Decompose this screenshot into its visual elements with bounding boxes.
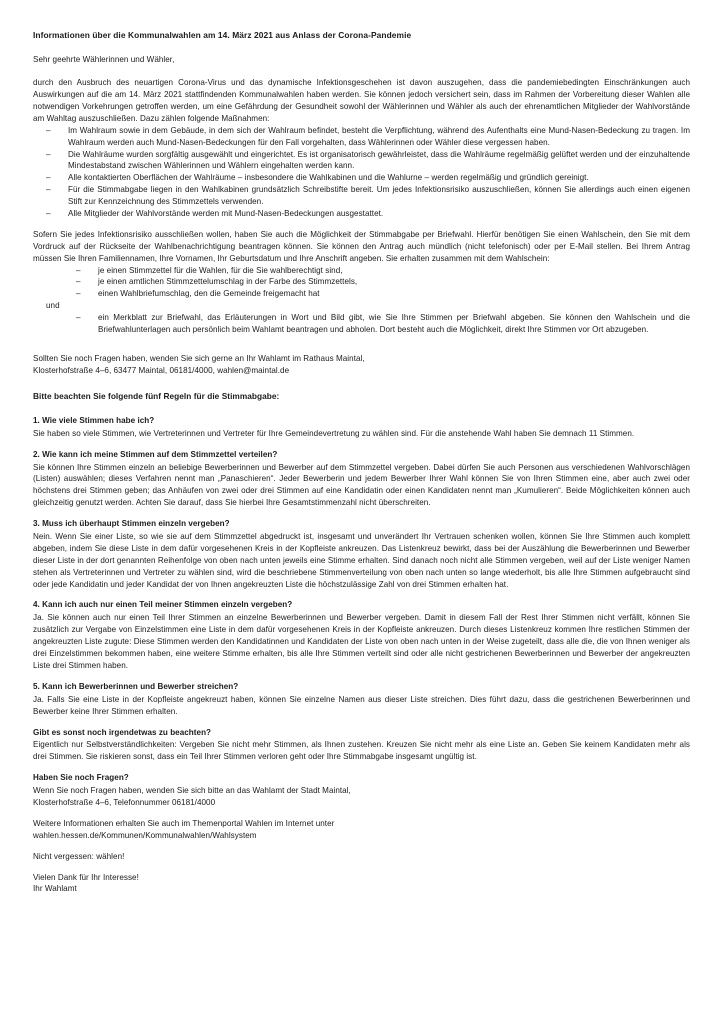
list-item: – Für die Stimmabgabe liegen in den Wahlkabinen grundsätzlich Schreibstifte bereit. Um jedes Infektionsrisiko auszuschließen, können Sie allerdings auch einen eigenen Stift zur Kennzeichnung des Stimmzettels verwenden. [46,184,690,208]
document-body [33,30,690,895]
measures-list [33,125,690,220]
rule-section-3 [33,518,690,590]
more-info-section [33,818,690,842]
questions-line-1: Wenn Sie noch Fragen haben, wenden Sie sich bitte an das Wahlamt der Stadt Maintal, [33,786,351,796]
rule-body: Sie können Ihre Stimmen einzeln an beliebige Bewerberinnen und Bewerber auf dem Stimmzettel vergeben. Dabei dürfen Sie auch Personen aus verschiedenen Wahlvorschlägen (Listen) auswählen; dieses Verfahren nennt man „Panaschieren“. Jeder Bewerberin und jedem Bewerber Ihrer Wahl können Sie von Ihren Stimmen eine, aber auch zwei oder höchstens drei Stimmen geben; das Anhäufen von zwei oder drei Stimmen auf eine Kandidatin oder einen Kandidaten nennt man „Kumulieren“. Beide Möglichkeiten können auch gleichzeitig genutzt werden. Achten Sie darauf, dass Sie hierbei Ihre Gesamtstimmenzahl nicht überschreiten. [33,462,690,508]
briefwahl-intro-paragraph: Sofern Sie jedes Infektionsrisiko ausschließen wollen, haben Sie auch die Möglichkeit der Stimmabgabe per Briefwahl. Hierfür benötigen Sie einen Wahlschein, den Sie mit dem Vordruck auf der Rückseite der Wahlbenachrichtigung beantragen können. Sie können den Antrag auch mündlich (nicht telefonisch) oder per E-Mail stellen. Bei Ihrem Antrag müssen Sie Ihren Familiennamen, Ihre Vornamen, Ihr Geburtsdatum und Ihre Anschrift angeben. Sie erhalten zusammen mit dem Wahlschein: [33,229,690,263]
rule-heading: 3. Muss ich überhaupt Stimmen einzeln vergeben? [33,519,230,529]
rule-heading: 1. Wie viele Stimmen habe ich? [33,415,155,425]
closing-signature: Ihr Wahlamt [33,884,77,894]
list-item: – ein Merkblatt zur Briefwahl, das Erläuterungen in Wort und Bild gibt, wie Sie Ihre Stimmen per Briefwahl abgeben. Sie können den Wahlschein und die Briefwahlunterlagen auch persönlich beim Wahlamt beantragen und abholen. Dort besteht auch die Möglichkeit, direkt Ihre Stimmen vor Ort abzugeben. [76,312,690,336]
rule-section-2 [33,449,690,509]
list-item: – Die Wahlräume wurden sorgfältig ausgewählt und eingerichtet. Es ist organisatorisch gewährleistet, dass die Wahlräume regelmäßig gelüftet werden und der einzuhaltende Mindestabstand zwischen Wählerinnen und Wählern eingehalten werden kann. [46,149,690,173]
reminder-text: Nicht vergessen: wählen! [33,851,125,861]
rule-heading: 5. Kann ich Bewerberinnen und Bewerber streichen? [33,681,239,691]
wahlschein-items-list [33,265,690,301]
intro-paragraph: durch den Ausbruch des neuartigen Corona-Virus und das dynamische Infektionsgeschehen ist davon auszugehen, dass die pandemiebedingten Einschränkungen auch Auswirkungen auf die am 14. März 2021 stattfindenden Kommunalwahlen haben werden. Sie können jedoch versichert sein, dass im Rahmen der Vorbereitung dieser Wahlen alle notwendigen Vorkehrungen getroffen werden, um eine Gefährdung der Gesundheit sowohl der Wählerinnen und Wähler als auch der ehrenamtlichen Mitglieder der Wahlvorstände am Wahltag auszuschließen. Dazu zählen folgende Maßnahmen: [33,78,690,123]
list-item: – je einen Stimmzettel für die Wahlen, für die Sie wahlberechtigt sind, [76,265,690,277]
list-item: – Alle kontaktierten Oberflächen der Wahlräume – insbesondere die Wahlkabinen und die Wahlurne – werden regelmäßig und gründlich gereinigt. [46,172,690,184]
rule-heading: 4. Kann ich auch nur einen Teil meiner Stimmen einzeln vergeben? [33,600,293,610]
reminder-section [33,851,690,863]
contact-line-1: Sollten Sie noch Fragen haben, wenden Sie sich gerne an Ihr Wahlamt im Rathaus Maintal, [33,353,365,363]
extra-notes-body: Eigentlich nur Selbstverständlichkeiten: Vergeben Sie nicht mehr Stimmen, als Ihnen zustehen. Kreuzen Sie nicht mehr als eine Liste an. Geben Sie keinem Kandidaten mehr als drei Stimmen. Sie riskieren sonst, dass ein Teil Ihrer Stimmen verloren geht oder Ihre Stimmabgabe insgesamt ungültig ist. [33,740,690,762]
wahlschein-items-list-2 [33,312,690,336]
closing-line-1: Vielen Dank für Ihr Interesse! [33,872,139,882]
questions-section [33,772,690,809]
list-item: – Im Wahlraum sowie in dem Gebäude, in dem sich der Wahlraum befindet, besteht die Verpflichtung, während des Aufenthalts eine Mund-Nasen-Bedeckung zu tragen. Im Wahlraum werden auch Mund-Nasen-Bedeckungen für den Fall vorgehalten, dass Wählerinnen oder Wähler diese vergessen haben. [46,125,690,149]
spacer [33,377,690,390]
page-title: Informationen über die Kommunalwahlen am 14. März 2021 aus Anlass der Corona-Pandemie [33,30,412,40]
rule-section-5 [33,681,690,718]
salutation-paragraph: Sehr geehrte Wählerinnen und Wähler, [33,55,175,65]
extra-notes-section [33,727,690,764]
rule-section-1 [33,415,690,440]
closing-section [33,872,690,896]
more-info-line-1: Weitere Informationen erhalten Sie auch im Themenportal Wahlen im Internet unter [33,818,335,828]
rule-body: Nein. Wenn Sie einer Liste, so wie sie auf dem Stimmzettel abgedruckt ist, insgesamt und unverändert Ihr Vertrauen schenken wollen, können Sie Ihre Stimmen auch komplett abgeben, indem Sie diese Liste in dem dafür vorgesehenen Kreis in der Kopfleiste ankreuzen. Das Listenkreuz bewirkt, dass bei der Auszählung die Bewerberinnen und Bewerber dieser Liste in der dort genannten Reihenfolge von oben nach unten jeweils eine Stimme erhalten. Sind danach noch nicht alle Stimmen vergeben, weil auf der Liste weniger Namen stehen als Vertreterinnen und Vertreter zu wählen sind, wird die beschriebene Stimmenverteilung von oben nach unten so lange wiederholt, bis alle Ihre Stimmen aufgebraucht sind oder jede Kandidatin und jeder Kandidat der von Ihnen angekreuzten Liste die höchstzulässige Zahl von drei Stimmen erhalten hat. [33,532,690,589]
spacer [33,345,690,353]
contact-line-2: Klosterhofstraße 4–6, 63477 Maintal, 06181/4000, wahlen@maintal.de [33,365,290,375]
rule-body: Ja. Falls Sie eine Liste in der Kopfleiste angekreuzt haben, können Sie einzelne Namen aus dieser Liste streichen. Dies führt dazu, dass die gestrichenen Bewerberinnen und Bewerber keine Ihrer Stimmen erhalten. [33,694,690,716]
questions-line-2: Klosterhofstraße 4–6, Telefonnummer 06181/4000 [33,797,216,807]
extra-notes-heading: Gibt es sonst noch irgendetwas zu beachten? [33,727,212,737]
list-item: – einen Wahlbriefumschlag, den die Gemeinde freigemacht hat [76,288,690,300]
rule-body: Ja. Sie können auch nur einen Teil Ihrer Stimmen an einzelne Bewerberinnen und Bewerber vergeben. Damit in diesem Fall der Rest Ihrer Stimmen nicht verfällt, können Sie zusätzlich zur Vergabe von Einzelstimmen eine Liste in dem dafür vorgesehenen Kreis in der Kopfleiste ankreuzen. Durch dieses Listenkreuz kommen Ihre restlichen Stimmen der angekreuzten Liste zugute: Diese Stimmen werden den Kandidatinnen und Kandidaten der Liste von oben nach unten in der Weise zugeteilt, dass alle die, die von Ihnen weniger als drei Einzelstimmen bekommen haben, eine weitere Stimme erhalten, bis alle Ihre Stimmen verteilt sind oder alle nicht gestrichenen Bewerberinnen und Bewerber der angekreuzten Liste drei Stimmen haben. [33,613,690,670]
rule-heading: 2. Wie kann ich meine Stimmen auf dem Stimmzettel verteilen? [33,449,278,459]
more-info-url: wahlen.hessen.de/Kommunen/Kommunalwahlen/Wahlsystem [33,830,257,840]
rules-heading: Bitte beachten Sie folgende fünf Regeln für die Stimmabgabe: [33,390,280,401]
rule-body: Sie haben so viele Stimmen, wie Vertreterinnen und Vertreter für Ihre Gemeindevertretung zu wählen sind. Für die anstehende Wahl haben Sie demnach 11 Stimmen. [33,428,635,438]
und-connector-label: und [46,301,60,311]
contact-top-block [33,353,690,377]
questions-heading: Haben Sie noch Fragen? [33,773,129,783]
list-item: – je einen amtlichen Stimmzettelumschlag in der Farbe des Stimmzettels, [76,276,690,288]
list-item: – Alle Mitglieder der Wahlvorstände werden mit Mund-Nasen-Bedeckungen ausgestattet. [46,208,690,220]
rule-section-4 [33,599,690,671]
